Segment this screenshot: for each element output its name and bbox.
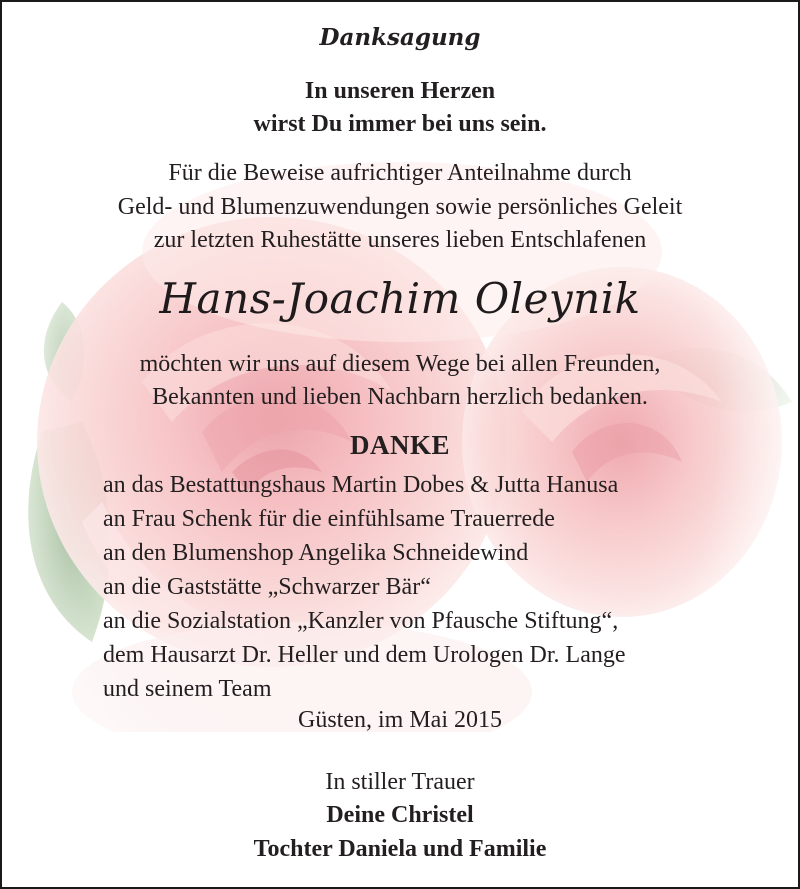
deceased-name: Hans-Joachim Oleynik (159, 274, 641, 323)
danke-list (103, 468, 626, 706)
notice-content (2, 2, 798, 887)
motto-line: wirst Du immer bei uns sein. (253, 111, 547, 137)
list-item: an das Bestattungshaus Martin Dobes & Jutta Hanusa (103, 472, 619, 498)
danke-heading: DANKE (349, 430, 450, 460)
motto-line: In unseren Herzen (304, 78, 496, 104)
list-item: an den Blumenshop Angelika Schneidewind (103, 540, 529, 566)
list-item: an Frau Schenk für die einfühlsame Trauerrede (103, 506, 555, 532)
thanks-line: möchten wir uns auf diesem Wege bei allen Freunden, (139, 351, 661, 377)
signature-line: Deine Christel (326, 802, 474, 828)
signature-line: Tochter Daniela und Familie (253, 836, 547, 862)
notice-title: Danksagung (319, 24, 481, 51)
list-item: und seinem Team (103, 676, 272, 702)
place-date: Güsten, im Mai 2015 (298, 707, 502, 733)
list-item: an die Gaststätte „Schwarzer Bär“ (103, 574, 431, 600)
thanks-line: Bekannten und lieben Nachbarn herzlich bedanken. (152, 384, 648, 410)
intro-line: Für die Beweise aufrichtiger Anteilnahme durch (168, 160, 632, 186)
list-item: an die Sozialstation „Kanzler von Pfausche Stiftung“, (103, 608, 619, 634)
intro-line: Geld- und Blumenzuwendungen sowie persönliches Geleit (117, 194, 683, 220)
list-item: dem Hausarzt Dr. Heller und dem Urologen Dr. Lange (103, 642, 626, 668)
mourning-line: In stiller Trauer (325, 769, 475, 795)
intro-line: zur letzten Ruhestätte unseres lieben Entschlafenen (153, 227, 647, 253)
